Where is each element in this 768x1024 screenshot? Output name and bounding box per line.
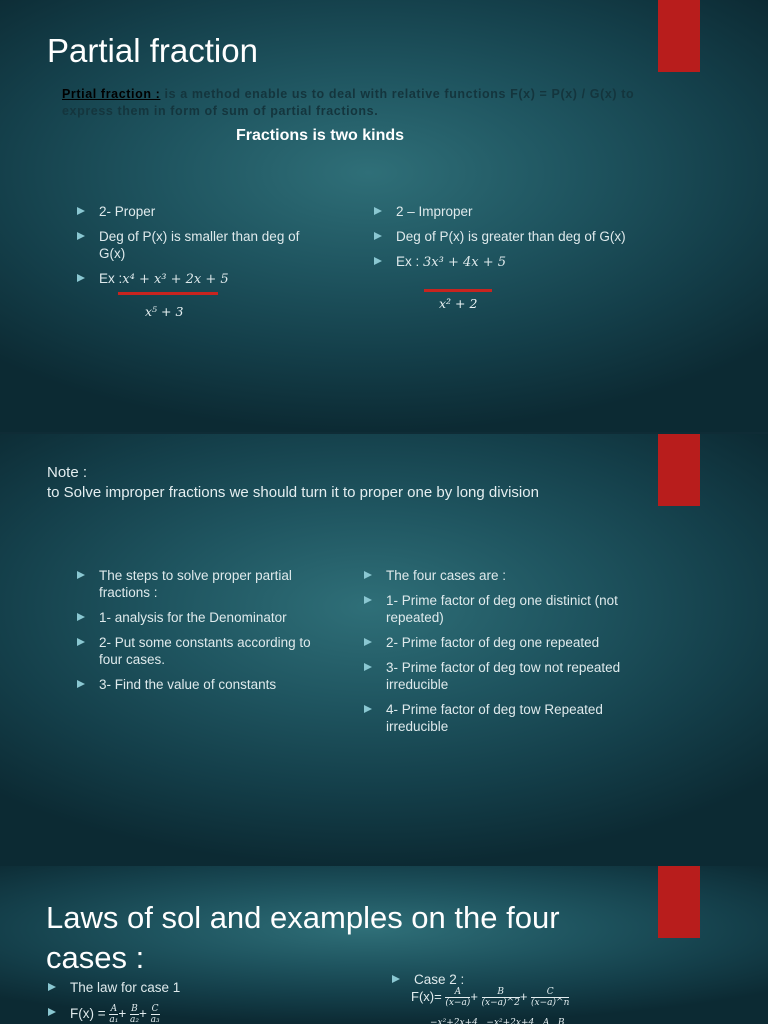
steps-list xyxy=(77,567,332,701)
list-item: Case 2 : xyxy=(392,971,652,988)
slide-title: Laws of sol and examples on the four cases : xyxy=(46,900,560,975)
note-label: Note : xyxy=(47,464,88,481)
list-item: 1- Prime factor of deg one distinict (not repeated) xyxy=(364,592,626,626)
red-accent-tab xyxy=(658,0,700,72)
proper-example-numerator: x⁴ + x³ + 2x + 5 xyxy=(122,272,229,287)
intro-text: is a method enable us to deal with relative functions F(x) = P(x) / G(x) to express them in form of sum of partial fractions xyxy=(62,87,635,118)
red-accent-tab xyxy=(658,866,700,938)
list-item: 4- Prime factor of deg tow Repeated irreducible xyxy=(364,701,626,735)
slide-partial-fraction xyxy=(0,0,768,432)
improper-list xyxy=(374,203,644,279)
slide-laws xyxy=(0,866,768,1024)
intro-keyword: Prtial fraction : xyxy=(62,87,161,101)
list-item: 2 – Improper xyxy=(374,203,644,220)
proper-example-denominator: x⁵ + 3 xyxy=(145,304,184,319)
list-item: Ex : 3x³ + 4x + 5 xyxy=(374,253,644,271)
fraction: $\frac{B}{(x-a)\^{}2}$ xyxy=(481,987,520,1008)
red-accent-tab xyxy=(658,434,700,506)
list-item: F(x) = $\frac{A}{\text{a₁}}$ + $\frac{B}{\text{a₂}}$ + $\frac{C}{\text{a₃}}$ xyxy=(48,1004,348,1024)
fraction: $\frac{C}{\text{a₃}}$ xyxy=(150,1004,160,1024)
list-item: 2- Prime factor of deg one repeated xyxy=(364,634,626,651)
case2-formula: F(x)= $\frac{A}{(x-a)}$ + $\frac{B}{(x-a)\^{}2}$ + $\frac{C}{(x-a)\^{}n}$ xyxy=(411,987,570,1008)
list-item: 2- Put some constants according to four cases. xyxy=(77,634,332,668)
case1-list xyxy=(48,979,348,1024)
intro-paragraph: Prtial fraction : is a method enable us to deal with relative functions F(x) = P(x) / G(x) to express them in form of sum of partial fractions. xyxy=(62,87,635,118)
case2-example-partial: −x²+2x+4 −x²+2x+4 A B xyxy=(430,1018,565,1024)
fraction: $\frac{B}{\text{a₂}}$ xyxy=(130,1004,139,1024)
proper-list xyxy=(77,203,327,296)
list-item: The law for case 1 xyxy=(48,979,348,996)
improper-example-numerator: 3x³ + 4x + 5 xyxy=(423,255,507,270)
list-item: 3- Prime factor of deg tow not repeated irreducible xyxy=(364,659,626,693)
fraction: $\frac{C}{(x-a)\^{}n}$ xyxy=(531,987,570,1008)
fraction-bar xyxy=(118,292,218,295)
kinds-heading: Fractions is two kinds xyxy=(236,127,405,144)
list-item: The four cases are : xyxy=(364,567,626,584)
list-item: The steps to solve proper partial fractions : xyxy=(77,567,332,601)
case1-formula-prefix: F(x) = xyxy=(70,1006,110,1022)
list-item: Ex :x⁴ + x³ + 2x + 5 xyxy=(77,270,327,288)
list-item: 1- analysis for the Denominator xyxy=(77,609,332,626)
list-item: Deg of P(x) is smaller than deg of G(x) xyxy=(77,228,327,262)
improper-example-denominator: x² + 2 xyxy=(439,296,478,311)
slide-note-steps xyxy=(0,434,768,866)
list-item: 3- Find the value of constants xyxy=(77,676,332,693)
fraction: $\frac{A}{\text{a₁}}$ xyxy=(109,1004,119,1024)
slide-title: Partial fraction xyxy=(47,32,258,69)
list-item: 2- Proper xyxy=(77,203,327,220)
fraction: $\frac{A}{(x-a)}$ xyxy=(445,987,471,1008)
list-item: Deg of P(x) is greater than deg of G(x) xyxy=(374,228,644,245)
note-text: to Solve improper fractions we should turn it to proper one by long division xyxy=(47,484,539,501)
fraction-bar xyxy=(424,289,492,292)
cases-list xyxy=(364,567,626,743)
